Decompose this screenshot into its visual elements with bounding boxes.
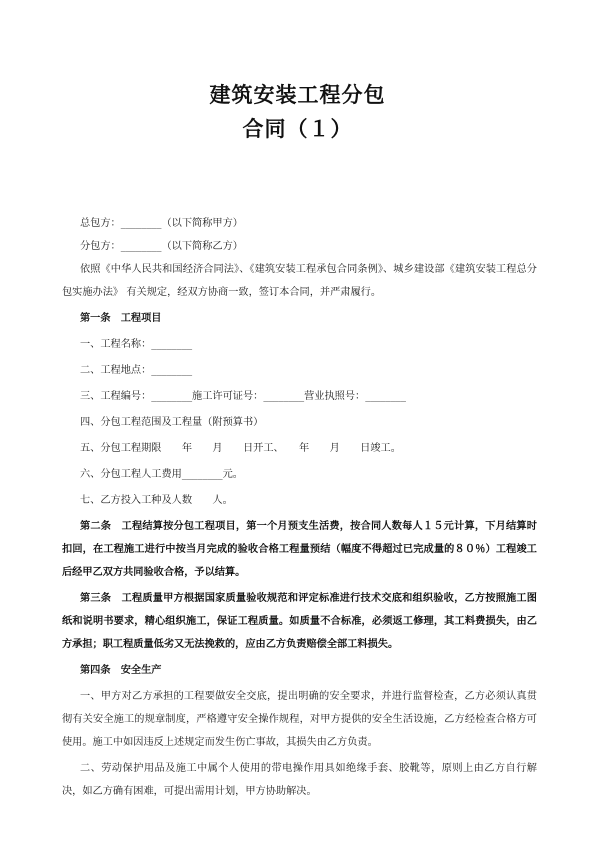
safety-clause-2: 二、劳动保护用品及施工中属个人使用的带电操作用具如绝缘手套、胶靴等，原则上由乙方自行解决，如乙方确有困难，可提出需用计划，甲方协助解决。 [62, 763, 537, 797]
title-line-1: 建筑安装工程分包 [209, 83, 386, 107]
safety-clause-1: 一、甲方对乙方承担的工程要做安全交底，提出明确的安全要求，并进行监督检查，乙方必须认真贯彻有关安全施工的规章制度，严格遵守安全操作规程，对甲方提供的安全生活设施，乙方经检查合格方可使用。施工中如因违反上述规定而发生伤亡事故，其损失由乙方负责。 [62, 691, 537, 748]
project-location-line: 二、工程地点：________ [80, 365, 193, 376]
article-4-heading: 第四条 安全生产 [80, 664, 162, 676]
article-1-heading: 第一条 工程项目 [80, 312, 162, 324]
period-line: 五、分包工程期限 年 月 日开工、 年 月 日竣工。 [80, 443, 401, 454]
contractor-party-line: 总包方：________（以下简称甲方） [80, 218, 243, 229]
project-number-line: 三、工程编号：________施工许可证号：________营业执照号：________ [80, 391, 406, 402]
title-line-2: 合同（１） [242, 117, 353, 141]
labor-cost-line: 六、分包工程人工费用________元。 [80, 469, 243, 480]
subcontractor-party-line: 分包方：________（以下简称乙方） [80, 241, 243, 252]
document-body [62, 212, 537, 803]
project-name-line: 一、工程名称：________ [80, 339, 193, 350]
document-title [0, 78, 595, 146]
article-3-paragraph: 第三条 工程质量甲方根据国家质量验收规范和评定标准进行技术交底和组织验收，乙方按照施工图纸和说明书要求，精心组织施工，保证工程质量。如质量不合标准，必须返工修理，其工料费损失，由乙方承担；职工程质量低劣又无法挽救的，应由乙方负责赔偿全部工料损失。 [62, 592, 537, 650]
workforce-line: 七、乙方投入工种及人数 人。 [80, 495, 233, 506]
preamble-paragraph: 依照《中华人民共和国经济合同法》、《建筑安装工程承包合同条例》、城乡建设部《建筑安装工程总分包实施办法》 有关规定，经双方协商一致，签订本合同，并严肃履行。 [62, 264, 537, 298]
article-2-paragraph: 第二条 工程结算按分包工程项目，第一个月预支生活费，按合同人数每人１５元计算，下月结算时扣回，在工程施工进行中按当月完成的验收合格工程量预结（幅度不得超过已完成量的８０％）工程竣工后经甲乙双方共同验收合格，予以结算。 [62, 520, 537, 578]
scope-line: 四、分包工程范围及工程量（附预算书） [80, 417, 264, 428]
